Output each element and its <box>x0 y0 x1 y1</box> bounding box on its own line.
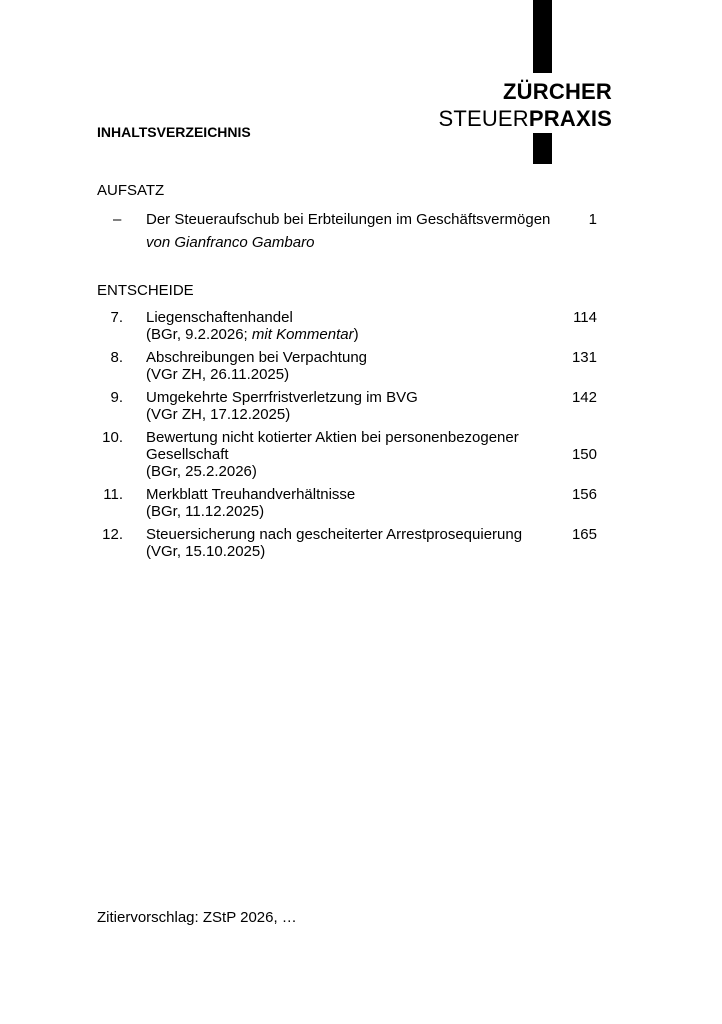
toc-title: INHALTSVERZEICHNIS <box>97 124 251 140</box>
entry-page-number: 165 <box>571 526 597 543</box>
logo-bar-bottom <box>533 133 552 164</box>
entry-title: Steuersicherung nach gescheiterter Arrestprosequierung <box>146 526 523 543</box>
logo-line-2-regular: STEUER <box>438 106 529 131</box>
entry-meta-italic: mit Kommentar <box>251 326 354 343</box>
entry-meta: (VGr ZH, 26.11.2025) <box>146 366 290 383</box>
entry-meta: (VGr ZH, 17.12.2025) <box>146 406 291 423</box>
entry-page-number: 150 <box>571 446 597 463</box>
entry-number: 11. <box>103 486 123 503</box>
entry-page-number: 156 <box>571 486 597 503</box>
logo-line-1: ZÜRCHER <box>503 79 612 104</box>
entry-title: Liegenschaftenhandel <box>146 309 293 326</box>
entry-meta-suffix: ) <box>353 326 359 343</box>
entscheid-entry-10 <box>97 429 597 480</box>
aufsatz-dash: – <box>113 211 122 228</box>
entry-title: Umgekehrte Sperrfristverletzung im BVG <box>146 389 418 406</box>
entry-meta: (BGr, 11.12.2025) <box>146 503 265 520</box>
aufsatz-heading: AUFSATZ <box>97 182 165 199</box>
entry-number: 10. <box>102 429 123 446</box>
entry-title-line-2: Gesellschaft <box>146 446 229 463</box>
entscheid-entry-11 <box>97 486 597 520</box>
entry-title: Merkblatt Treuhandverhältnisse <box>146 486 356 503</box>
entscheid-entry-12 <box>97 526 597 560</box>
entscheid-entry-9 <box>97 389 597 423</box>
entry-meta: (BGr, 25.2.2026) <box>146 463 257 480</box>
aufsatz-page-number: 1 <box>588 211 597 228</box>
entry-page-number: 131 <box>571 349 597 366</box>
aufsatz-author: von Gianfranco Gambaro <box>146 234 315 251</box>
entscheide-heading: ENTSCHEIDE <box>97 282 194 299</box>
entry-number: 9. <box>110 389 123 406</box>
logo-bar-top <box>533 0 552 73</box>
entry-number: 12. <box>102 526 123 543</box>
entscheid-entry-7 <box>97 309 597 343</box>
entry-number: 7. <box>110 309 123 326</box>
entry-page-number: 142 <box>571 389 597 406</box>
entry-meta: (VGr, 15.10.2025) <box>146 543 266 560</box>
entry-title: Abschreibungen bei Verpachtung <box>146 349 368 366</box>
aufsatz-title: Der Steueraufschub bei Erbteilungen im Geschäftsvermögen <box>146 211 551 228</box>
citation-suggestion: Zitiervorschlag: ZStP 2026, … <box>97 909 297 926</box>
entry-meta <box>146 326 556 343</box>
entry-meta-prefix: (BGr, 9.2.2026; <box>146 326 252 343</box>
entry-page-number: 114 <box>573 309 597 326</box>
logo-line-2 <box>438 106 612 132</box>
entry-title-line-1: Bewertung nicht kotierter Aktien bei personenbezogener <box>146 429 519 446</box>
entscheide-list <box>97 309 597 566</box>
entry-number: 8. <box>110 349 123 366</box>
logo-line-2-bold: PRAXIS <box>528 106 612 131</box>
entscheid-entry-8 <box>97 349 597 383</box>
